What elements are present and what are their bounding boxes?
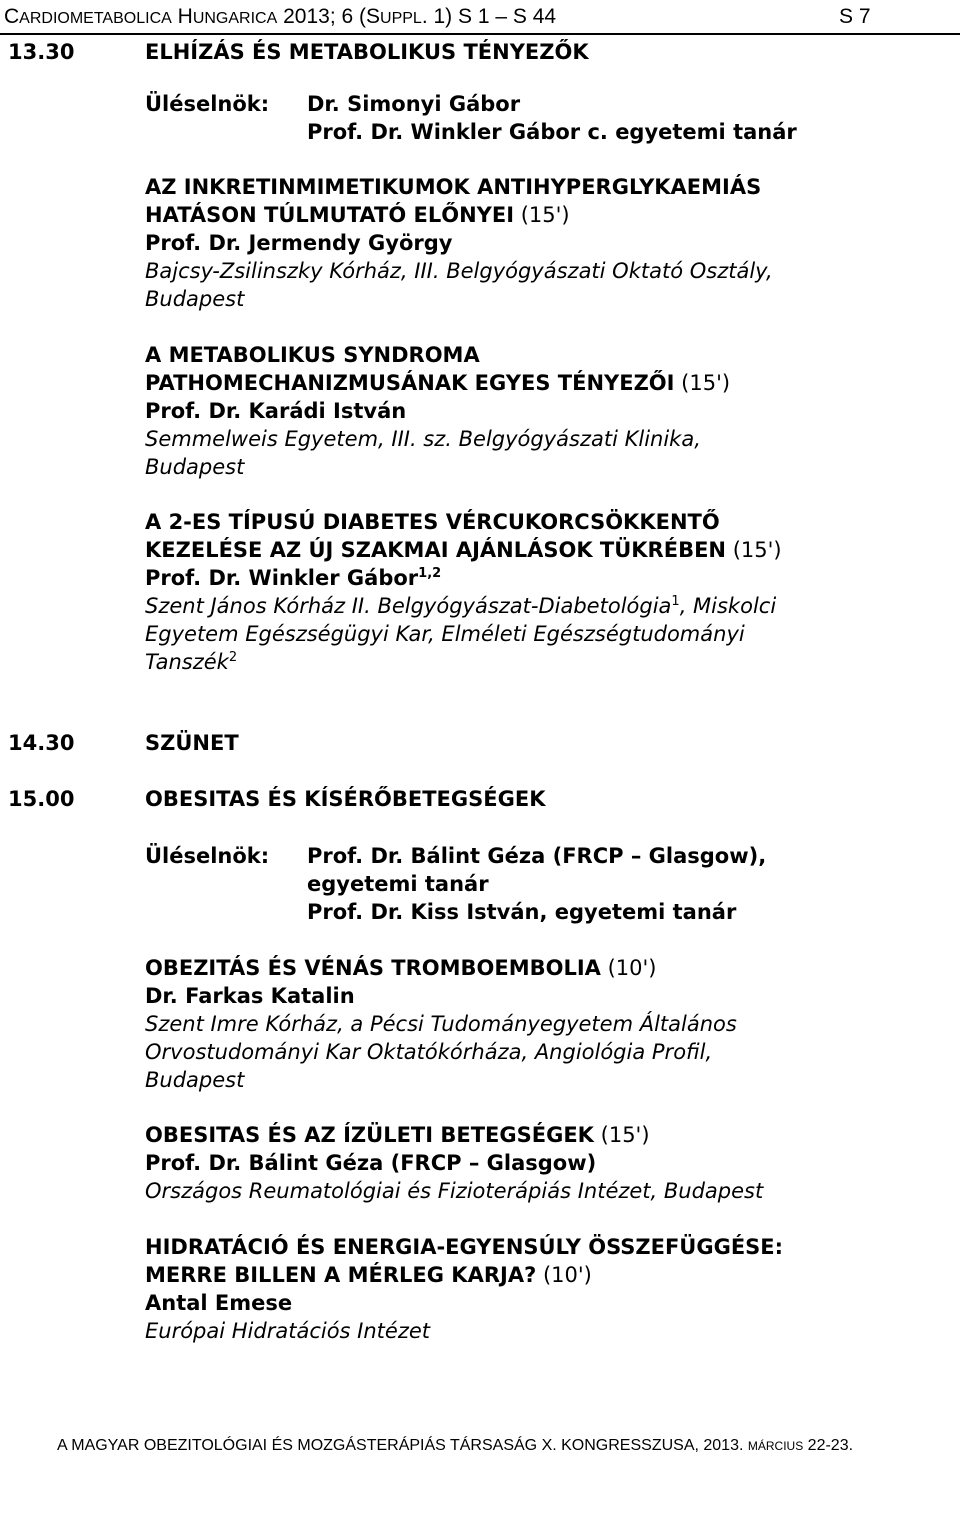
talk-duration: (15') [681,371,731,395]
chairs-label: Üléselnök: [145,844,270,868]
speaker-name: Prof. Dr. Bálint Géza (FRCP – Glasgow) [145,1151,597,1175]
break-title: SZÜNET [145,731,239,755]
affiliation-city: Budapest [145,1068,245,1092]
affiliation-city: Budapest [145,287,245,311]
chair-name: Prof. Dr. Winkler Gábor c. egyetemi tanár [307,120,797,144]
affiliation: Európai Hidratációs Intézet [145,1319,431,1343]
affiliation: Orvostudományi Kar Oktatókórháza, Angiológia Profil, [145,1040,713,1064]
talk-title: HIDRATÁCIÓ ÉS ENERGIA-EGYENSÚLY ÖSSZEFÜGGÉSE: [145,1235,784,1259]
affiliation: Szent Imre Kórház, a Pécsi Tudományegyetem Általános [145,1012,737,1036]
journal-citation: CARDIOMETABOLICA HUNGARICA 2013; 6 (SUPPL. 1) S 1 – S 44 [4,5,557,28]
affiliation-marker: 1,2 [418,566,442,581]
talk-duration: (15') [732,538,782,562]
affiliation: Bajcsy-Zsilinszky Kórház, III. Belgyógyászati Oktató Osztály, [145,259,773,283]
chair-name: Prof. Dr. Bálint Géza (FRCP – Glasgow), [307,844,767,868]
talk-title: A METABOLIKUS SYNDROMA [145,343,480,367]
talk-duration: (10') [607,956,657,980]
affiliation: Egyetem Egészségügyi Kar, Elméleti Egészségtudományi [145,622,745,646]
speaker-name: Prof. Dr. Winkler Gábor$^{1,2}$ [145,566,442,590]
running-header [0,0,960,34]
page-footer: A MAGYAR OBEZITOLÓGIAI ÉS MOZGÁSTERÁPIÁS TÁRSASÁG X. KONGRESSZUSA, 2013. MÁRCIUS 22-23. [57,1437,854,1454]
affiliation-marker: 2 [228,650,238,665]
session-time: 15.00 [8,787,75,811]
session-title: OBESITAS ÉS KÍSÉRŐBETEGSÉGEK [145,787,546,811]
session-title: ELHÍZÁS ÉS METABOLIKUS TÉNYEZŐK [145,40,589,64]
header-divider [0,33,960,35]
chair-name: Prof. Dr. Kiss István, egyetemi tanár [307,900,737,924]
chairs-label: Üléselnök: [145,92,270,116]
chair-name: egyetemi tanár [307,872,489,896]
talk-title: OBESITAS ÉS AZ ÍZÜLETI BETEGSÉGEK (15') [145,1123,650,1147]
talk-duration: (15') [520,203,570,227]
affiliation: Országos Reumatológiai és Fizioterápiás Intézet, Budapest [145,1179,764,1203]
chair-name: Dr. Simonyi Gábor [307,92,521,116]
speaker-name: Dr. Farkas Katalin [145,984,355,1008]
talk-title: PATHOMECHANIZMUSÁNAK EGYES TÉNYEZŐI (15') [145,371,731,395]
talk-title: A 2-ES TÍPUSÚ DIABETES VÉRCUKORCSÖKKENTŐ [145,510,720,534]
talk-title: MERRE BILLEN A MÉRLEG KARJA? (10') [145,1263,592,1287]
affiliation: Semmelweis Egyetem, III. sz. Belgyógyászati Klinika, [145,427,701,451]
talk-title: HATÁSON TÚLMUTATÓ ELŐNYEI (15') [145,203,570,227]
talk-title: AZ INKRETINMIMETIKUMOK ANTIHYPERGLYKAEMIÁS [145,175,762,199]
affiliation-marker: 1 [671,594,680,609]
page-number: S 7 [839,5,871,28]
affiliation: Szent János Kórház II. Belgyógyászat-Diabetológia$^1$, Miskolci [145,594,777,618]
affiliation-city: Budapest [145,455,245,479]
speaker-name: Prof. Dr. Jermendy György [145,231,453,255]
talk-duration: (15') [600,1123,650,1147]
talk-duration: (10') [542,1263,592,1287]
talk-title: KEZELÉSE AZ ÚJ SZAKMAI AJÁNLÁSOK TÜKRÉBEN (15') [145,538,782,562]
break-time: 14.30 [8,731,75,755]
affiliation: Tanszék$^2$ [145,650,238,674]
talk-title: OBEZITÁS ÉS VÉNÁS TROMBOEMBOLIA (10') [145,956,657,980]
speaker-name: Antal Emese [145,1291,293,1315]
session-time: 13.30 [8,40,75,64]
speaker-name: Prof. Dr. Karádi István [145,399,407,423]
